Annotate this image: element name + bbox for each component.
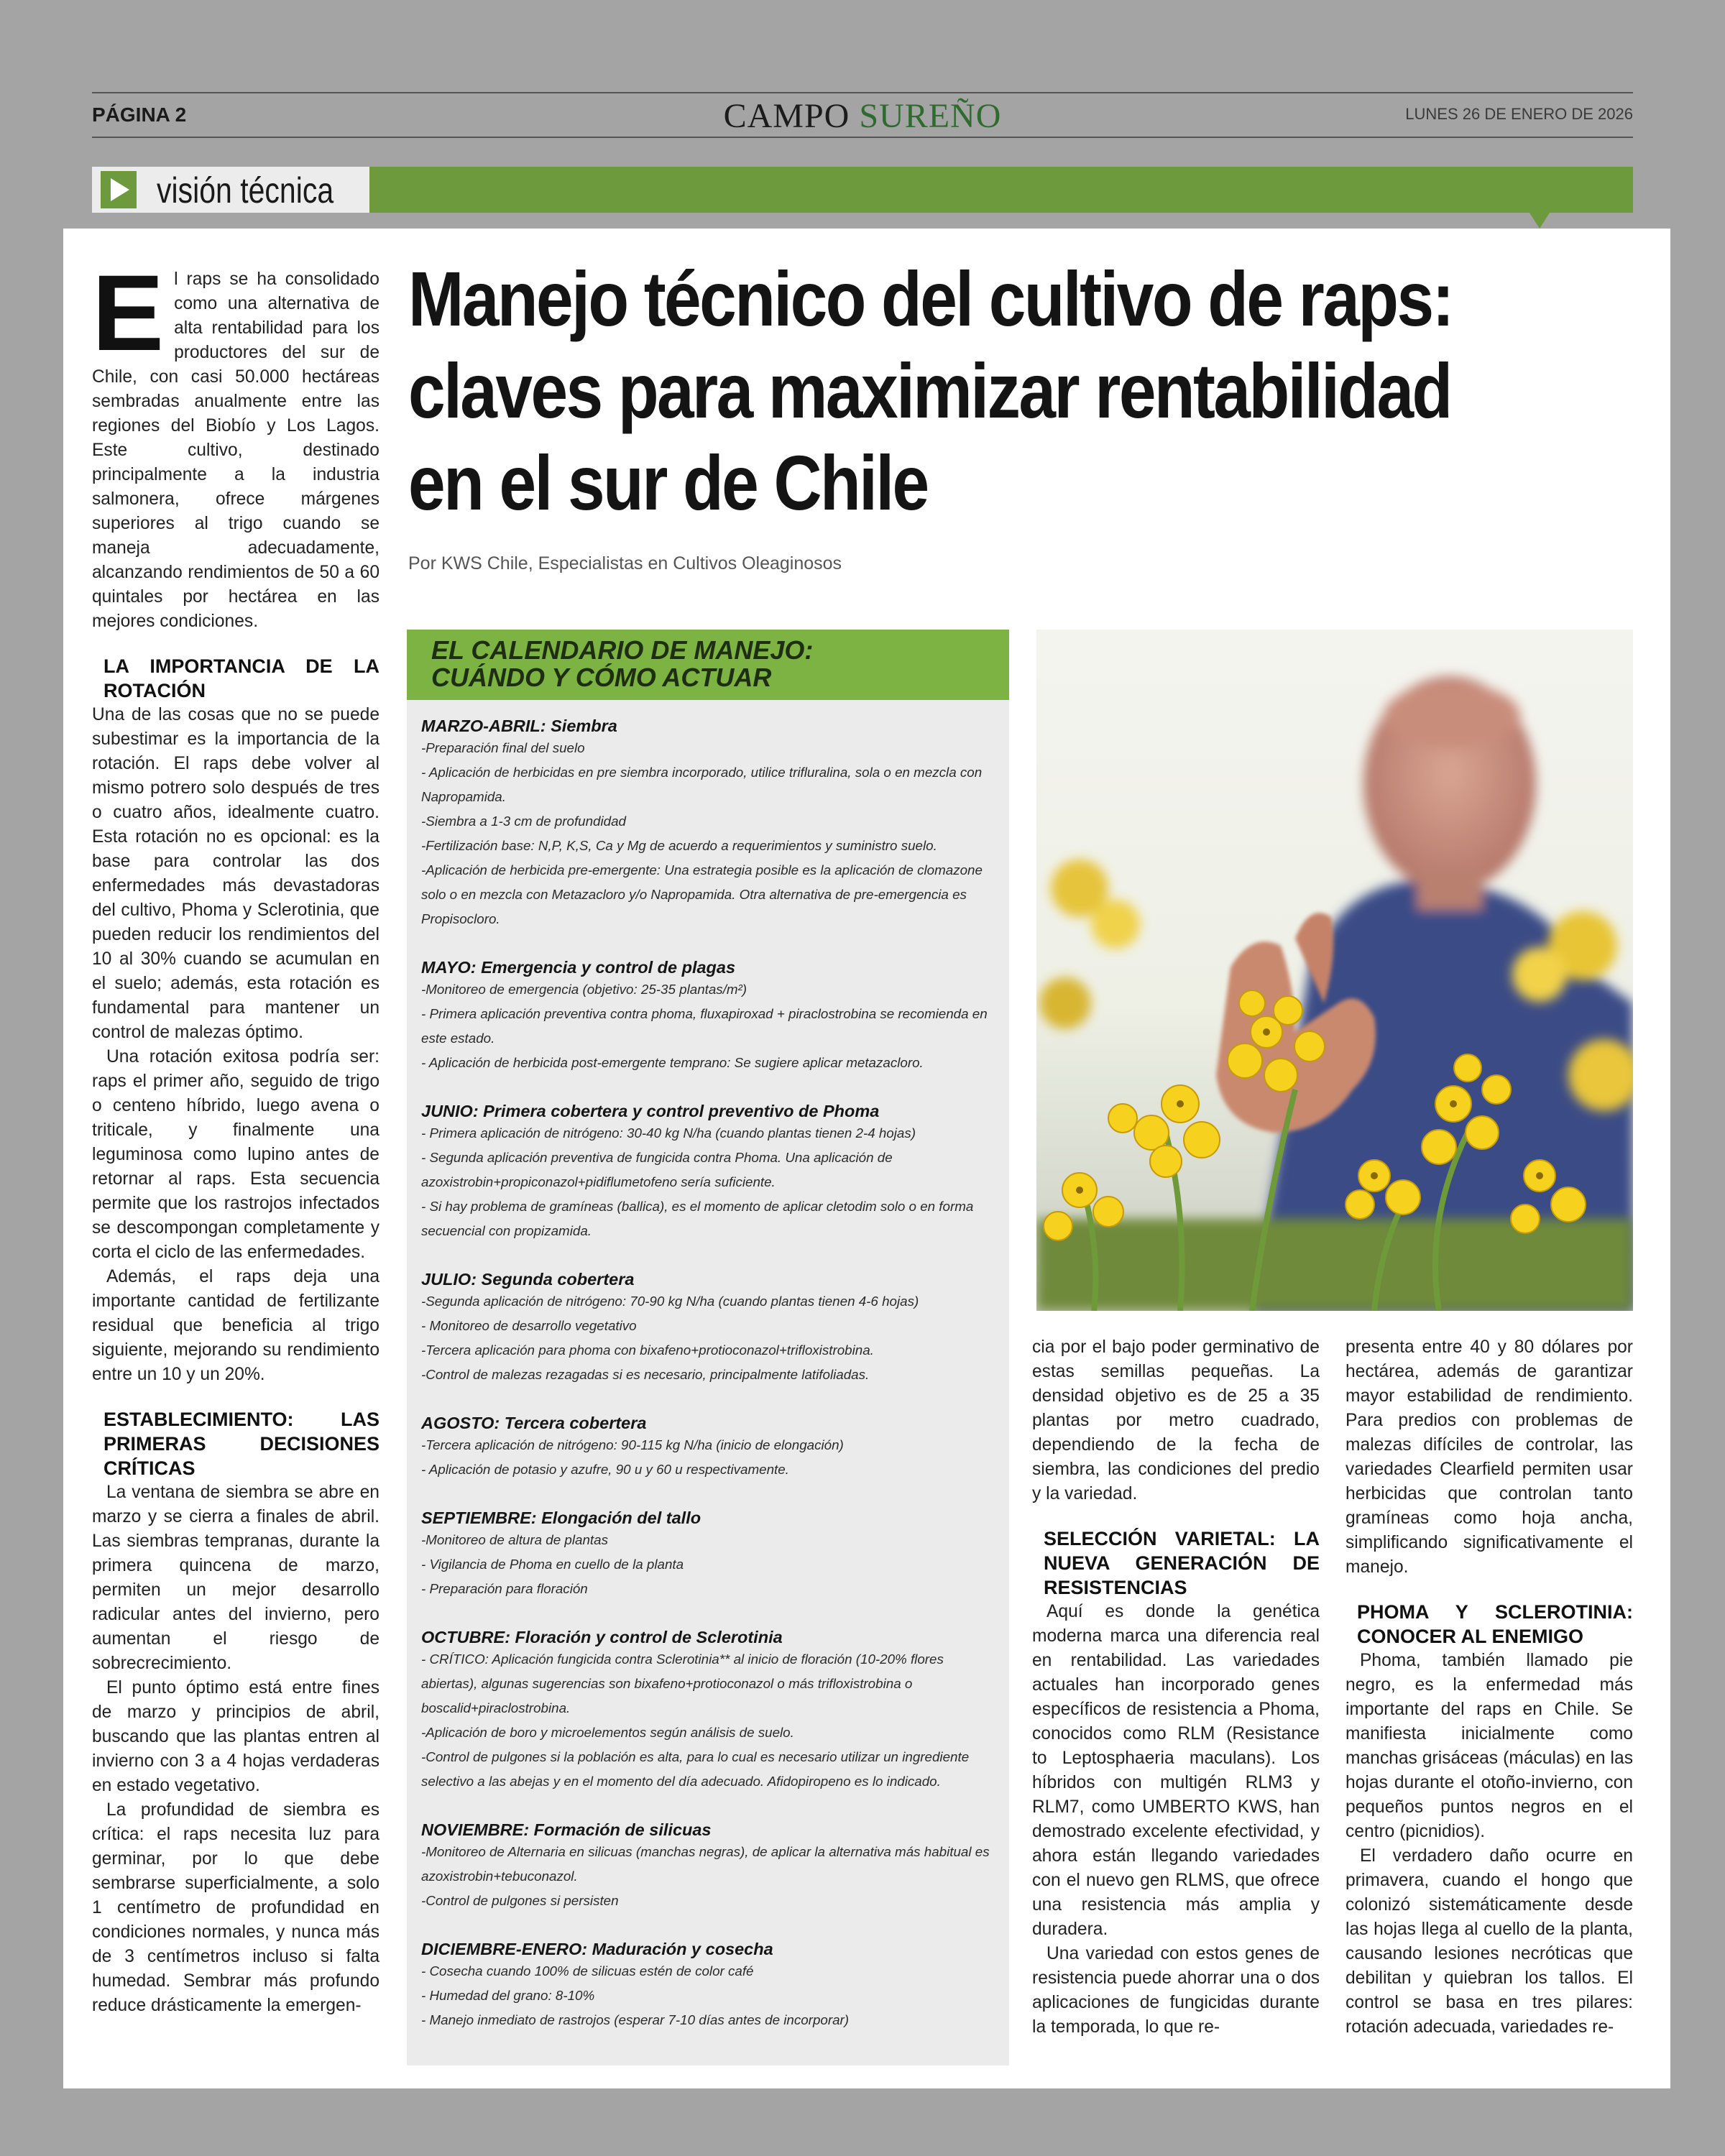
section-notch xyxy=(1530,213,1550,229)
paragraph: Phoma, también llamado pie negro, es la enfermedad más importante del raps en Chile. Se manifiesta inicialmente como manchas grisáceas (máculas) en las hojas durante el otoño-invierno, con pequeños puntos negros en el centro (picnidios). xyxy=(1346,1651,1633,1841)
calendar-task-item: - Aplicación de potasio y azufre, 90 u y 60 u respectivamente. xyxy=(421,1462,789,1477)
calendar-task-item: -Siembra a 1-3 cm de profundidad xyxy=(421,814,627,829)
calendar-month-title: SEPTIEMBRE: Elongación del tallo xyxy=(421,1508,702,1527)
subhead-establishment: ESTABLECIMIENTO: LAS PRIMERAS DECISIONES CRÍTICAS xyxy=(104,1409,380,1479)
masthead-top-rule xyxy=(92,92,1633,93)
calendar-month-title: NOVIEMBRE: Formación de silicuas xyxy=(421,1820,712,1839)
canola-flowers-image xyxy=(1036,630,1633,1311)
calendar-task-item: -Control de pulgones si persisten xyxy=(421,1893,619,1908)
calendar-month-title: DICIEMBRE-ENERO: Maduración y cosecha xyxy=(421,1940,773,1958)
calendar-task-item: - Humedad del grano: 8-10% xyxy=(421,1988,595,2003)
section-label: visión técnica xyxy=(157,170,334,211)
paragraph: El punto óptimo está entre fines de marzo y principios de abril, buscando que las plantas entren al invierno con 3 a 4 hojas verdaderas en estado vegetativo. xyxy=(92,1678,380,1795)
page-number: PÁGINA 2 xyxy=(92,103,187,126)
paragraph: Además, el raps deja una importante cantidad de fertilizante residual que beneficia al trigo siguiente, mejorando su rendimiento entre un 10 y un 20%. xyxy=(92,1267,380,1384)
calendar-task-item: -Monitoreo de altura de plantas xyxy=(421,1532,608,1547)
calendar-task-item: -Preparación final del suelo xyxy=(421,740,585,755)
paragraph: Una variedad con estos genes de resistencia puede ahorrar una o dos aplicaciones de fungicidas durante la temporada, lo que re- xyxy=(1032,1944,1320,2037)
calendar-task-item: - CRÍTICO: Aplicación fungicida contra Sclerotinia** al inicio de floración (10-20% flores abiertas), algunas sugerencias son bixafeno+protioconazol o más trifloxistrobina o boscalid+piraclostrobina. xyxy=(421,1651,944,1715)
subhead-rotation: LA IMPORTANCIA DE LA ROTACIÓN xyxy=(104,655,380,701)
paragraph: La profundidad de siembra es crítica: el raps necesita luz para germinar, por lo que debe sembrarse superficialmente, a solo 1 centímetro de profundidad en condiciones normales, y nunca más de 3 centímetros incluso si falta humedad. Sembrar más profundo reduce drásticamente la emergen- xyxy=(92,1800,380,2015)
calendar-header xyxy=(407,630,1009,700)
calendar-task-item: - Preparación para floración xyxy=(421,1581,588,1596)
article-column-1 xyxy=(92,252,380,2018)
article-column-3 xyxy=(1032,1335,1320,2040)
calendar-task-item: -Control de pulgones si la población es alta, para lo cual es necesario utilizar un ingrediente selectivo a las abejas y en el momento del día adecuado. Afidopiropeno es lo indicado. xyxy=(421,1749,970,1789)
calendar-body xyxy=(407,700,1009,2032)
article-column-4 xyxy=(1346,1335,1633,2040)
calendar-task-item: - Monitoreo de desarrollo vegetativo xyxy=(421,1318,637,1333)
calendar-task-item: - Segunda aplicación preventiva de fungicida contra Phoma. Una aplicación de azoxistrobin+propiconazol+pidiflumetofeno sería suficiente. xyxy=(421,1150,893,1189)
paragraph: La ventana de siembra se abre en marzo y se cierra a finales de abril. Las siembras tempranas, durante la primera quincena de marzo, permiten un mejor desarrollo radicular antes del invierno, pero aumentan el riesgo de sobrecrecimiento. xyxy=(92,1483,380,1673)
lead-text: l raps se ha consolidado como una alternativa de alta rentabilidad para los productores del sur de Chile, con casi 50.000 hectáreas sembradas anualmente entre las regiones del Biobío y Los Lagos. Este cultivo, destinado principalmente a la industria salmonera, ofrece márgenes superiores al trigo cuando se maneja adecuadamente, alcanzando rendimientos de 50 a 60 quintales por hectárea en las mejores condiciones. xyxy=(92,270,380,631)
brand-name-part2: SUREÑO xyxy=(859,97,1002,135)
calendar-task-item: - Manejo inmediato de rastrojos (esperar 7-10 días antes de incorporar) xyxy=(421,2012,850,2027)
calendar-month-title: OCTUBRE: Floración y control de Sclerotinia xyxy=(421,1628,783,1646)
article-byline: Por KWS Chile, Especialistas en Cultivos Oleaginosos xyxy=(408,553,842,573)
calendar-month-title: JULIO: Segunda cobertera xyxy=(421,1270,635,1289)
calendar-month-title: MARZO-ABRIL: Siembra xyxy=(421,717,617,735)
lead-paragraph xyxy=(92,252,380,634)
calendar-title-line-1: EL CALENDARIO DE MANEJO: xyxy=(431,635,814,665)
calendar-month-title: AGOSTO: Tercera cobertera xyxy=(421,1414,647,1432)
calendar-task-item: - Vigilancia de Phoma en cuello de la planta xyxy=(421,1557,684,1572)
masthead-bottom-rule xyxy=(92,137,1633,138)
paragraph: presenta entre 40 y 80 dólares por hectárea, además de garantizar mayor estabilidad de rendimiento. Para predios con problemas de malezas difíciles de controlar, las variedades Clearfield permiten usar herbicidas que controlan tanto gramíneas como hoja ancha, simplificando significativamente el manejo. xyxy=(1346,1337,1633,1577)
issue-date: LUNES 26 DE ENERO DE 2026 xyxy=(1405,105,1633,123)
article-headline: Manejo técnico del cultivo de raps: claves para maximizar rentabilidad en el sur de Chile xyxy=(408,255,1453,526)
calendar-task-item: - Aplicación de herbicida post-emergente temprano: Se sugiere aplicar metazacloro. xyxy=(421,1055,924,1070)
paragraph: cia por el bajo poder germinativo de estas semillas pequeñas. La densidad objetivo es de 25 a 35 plantas por metro cuadrado, dependiendo de la fecha de siembra, las condiciones del predio y la variedad. xyxy=(1032,1337,1320,1503)
calendar-task-item: -Monitoreo de emergencia (objetivo: 25-35 plantas/m²) xyxy=(421,982,748,997)
calendar-task-item: -Monitoreo de Alternaria en silicuas (manchas negras), de aplicar la alternativa más habitual es azoxistrobin+tebuconazol. xyxy=(421,1844,990,1884)
subhead-varieties: SELECCIÓN VARIETAL: LA NUEVA GENERACIÓN DE RESISTENCIAS xyxy=(1044,1528,1320,1598)
farmer-canola-photo xyxy=(1036,630,1633,1311)
subhead-diseases: PHOMA Y SCLEROTINIA: CONOCER AL ENEMIGO xyxy=(1357,1601,1633,1647)
paragraph: Una rotación exitosa podría ser: raps el primer año, seguido de trigo o centeno híbrido, luego avena o triticale, y finalmente una leguminosa como lupino antes de retornar al raps. Esta secuencia permite que los rastrojos infectados se descompongan completamente y corta el ciclo de las enfermedades. xyxy=(92,1047,380,1262)
brand-name-part1: CAMPO xyxy=(723,97,850,135)
calendar-task-item: - Si hay problema de gramíneas (ballica), es el momento de aplicar cletodim solo o en forma secuencial con propizamida. xyxy=(421,1199,974,1238)
paragraph: El verdadero daño ocurre en primavera, cuando el hongo que colonizó sistemáticamente desde las hojas llega al cuello de la planta, causando lesiones necróticas que debilitan y quiebran los tallos. El control se basa en tres pilares: rotación adecuada, variedades re- xyxy=(1346,1846,1633,2037)
calendar-task-item: -Control de malezas rezagadas si es necesario, principalmente latifoliadas. xyxy=(421,1367,870,1382)
calendar-task-item: -Aplicación de boro y microelementos según análisis de suelo. xyxy=(421,1725,794,1740)
calendar-task-item: -Tercera aplicación de nitrógeno: 90-115 kg N/ha (inicio de elongación) xyxy=(421,1437,844,1452)
calendar-task-item: -Tercera aplicación para phoma con bixafeno+protioconazol+trifloxistrobina. xyxy=(421,1342,874,1358)
drop-cap: E xyxy=(92,252,165,373)
paragraph: Una de las cosas que no se puede subestimar es la importancia de la rotación. El raps debe volver al mismo potrero solo después de tres o cuatro años, idealmente cuatro. Esta rotación no es opcional: es la base para controlar las dos enfermedades más devastadoras del cultivo, Phoma y Sclerotinia, que pueden reducir los rendimientos del 10 al 30% cuando se acumulan en el suelo; además, esta rotación es fundamental para mantener un control de malezas óptimo. xyxy=(92,705,380,1042)
calendar-task-item: -Fertilización base: N,P, K,S, Ca y Mg de acuerdo a requerimientos y suministro suelo. xyxy=(421,838,937,853)
calendar-task-item: - Cosecha cuando 100% de silicuas estén de color café xyxy=(421,1963,754,1978)
calendar-month-title: MAYO: Emergencia y control de plagas xyxy=(421,958,736,977)
calendar-month-title: JUNIO: Primera cobertera y control preventivo de Phoma xyxy=(421,1102,880,1120)
calendar-task-item: -Aplicación de herbicida pre-emergente: Una estrategia posible es la aplicación de clomazone solo o en mezcla con Metazacloro y/o Napropamida. Otra alternativa de pre-emergencia es Propisocloro. xyxy=(421,862,983,926)
calendar-task-item: - Aplicación de herbicidas en pre siembra incorporado, utilice trifluralina, sola o en mezcla con Napropamida. xyxy=(421,765,983,804)
calendar-task-item: - Primera aplicación preventiva contra phoma, fluxapiroxad + piraclostrobina se recomienda en este estado. xyxy=(421,1006,988,1046)
calendar-task-item: -Segunda aplicación de nitrógeno: 70-90 kg N/ha (cuando plantas tienen 4-6 hojas) xyxy=(421,1294,919,1309)
calendar-box xyxy=(407,630,1009,2065)
paragraph: Aquí es donde la genética moderna marca una diferencia real en rentabilidad. Las variedades actuales han incorporado genes específicos de resistencia a Phoma, conocidos como RLM (Resistance to Leptosphaeria maculans). Los híbridos con multigén RLM3 y RLM7, como UMBERTO KWS, han demostrado excelente efectividad, y ahora están llegando variedades con el nuevo gen RLMS, que ofrece una resistencia más amplia y duradera. xyxy=(1032,1602,1320,1939)
play-arrow-icon xyxy=(101,171,137,208)
calendar-task-item: - Primera aplicación de nitrógeno: 30-40 kg N/ha (cuando plantas tienen 2-4 hojas) xyxy=(421,1125,916,1141)
calendar-title-line-2: CUÁNDO Y CÓMO ACTUAR xyxy=(431,663,772,692)
